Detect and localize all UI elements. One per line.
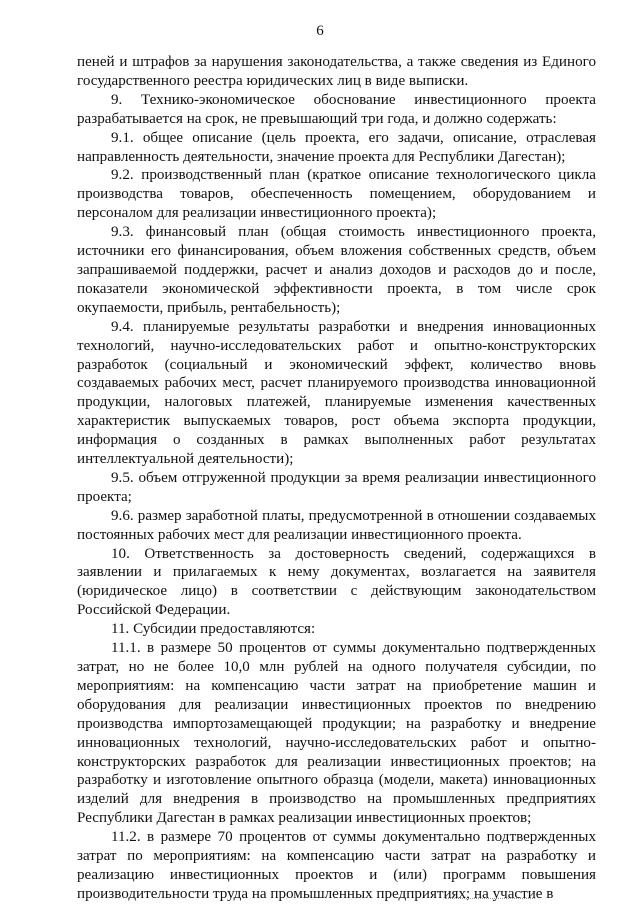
paragraph-p9-5: 9.5. объем отгруженной продукции за время реализации инвестиционного проекта; [77,469,596,505]
paragraph-p11-2: 11.2. в размере 70 процентов от суммы документально подтвержденных затрат по мероприятиям: на компенсацию части затрат на разработку и реализацию инвестиционных проектов и (или) программ повышения производительности труда на промышленных предприятиях; на участие в [77,829,596,902]
paragraph-p9-2: 9.2. производственный план (краткое описание технологического цикла производства товаров, обеспеченность помещением, оборудованием и персоналом для реализации инвестиционного проекта); [77,167,596,222]
paragraph-p9-1: 9.1. общее описание (цель проекта, его задачи, описание, отраслевая направленность деятельности, значение проекта для Республики Дагестан); [77,129,596,165]
paragraph-p0: пеней и штрафов за нарушения законодательства, а также сведения из Единого государственного реестра юридических лиц в виде выписки. [77,54,596,89]
paragraph-p9-6: 9.6. размер заработной платы, предусмотренной в отношении создаваемых постоянных рабочих мест для реализации инвестиционного проекта. [77,507,596,543]
paragraph-p9-3: 9.3. финансовый план (общая стоимость инвестиционного проекта, источники его финансирования, объем вложения собственных средств, объем запрашиваемой поддержки, расчет и анализ доходов и расходов до и после, показатели экономической эффективности проекта, в том числе срок окупаемости, прибыль, рентабельность); [77,224,596,316]
page-number: 6 [316,23,324,39]
paragraph-p11-1: 11.1. в размере 50 процентов от суммы документально подтвержденных затрат, но не более 10,0 млн рублей на одного получателя субсидии, по мероприятиям: на компенсацию части затрат на приобретение машин и оборудования для реализации инвестиционных проектов по внедрению производства импортозамещающей продукции; на разработку и внедрение инновационных технологий, научно-исследовательских работ и опытно-конструкторских разработок для реализации инвестиционных проектов; на разработку и изготовление опытного образца (модели, макета) инновационных изделий для внедрения в производство на промышленных предприятиях Республики Дагестан в рамках реализации инвестиционных проектов; [77,640,596,827]
paragraph-p9-4: 9.4. планируемые результаты разработки и внедрения инновационных технологий, научно-исследовательских работ и опытно-конструкторских разработок (социальный и экономический эффект, количество вновь создаваемых рабочих мест, расчет планируемого производства инновационной продукции, налоговых платежей, планируемые изменения качественных характеристик выпускаемых товаров, рост объема экспорта продукции, информация о созданных в рамках выполненных работ результатах интеллектуальной деятельности); [77,318,596,468]
paragraph-p10: 10. Ответственность за достоверность сведений, содержащихся в заявлении и прилагаемых к нему документах, возлагается на заявителя (юридическое лицо) в соответствии с действующим законодательством Российской Федерации. [77,545,596,619]
document-body [77,53,596,904]
paragraph-p9: 9. Технико-экономическое обоснование инвестиционного проекта разрабатывается на срок, не превышающий три года, и должно содержать: [77,91,596,127]
scan-artifact [445,898,535,899]
paragraph-p11: 11. Субсидии предоставляются: [111,621,316,638]
